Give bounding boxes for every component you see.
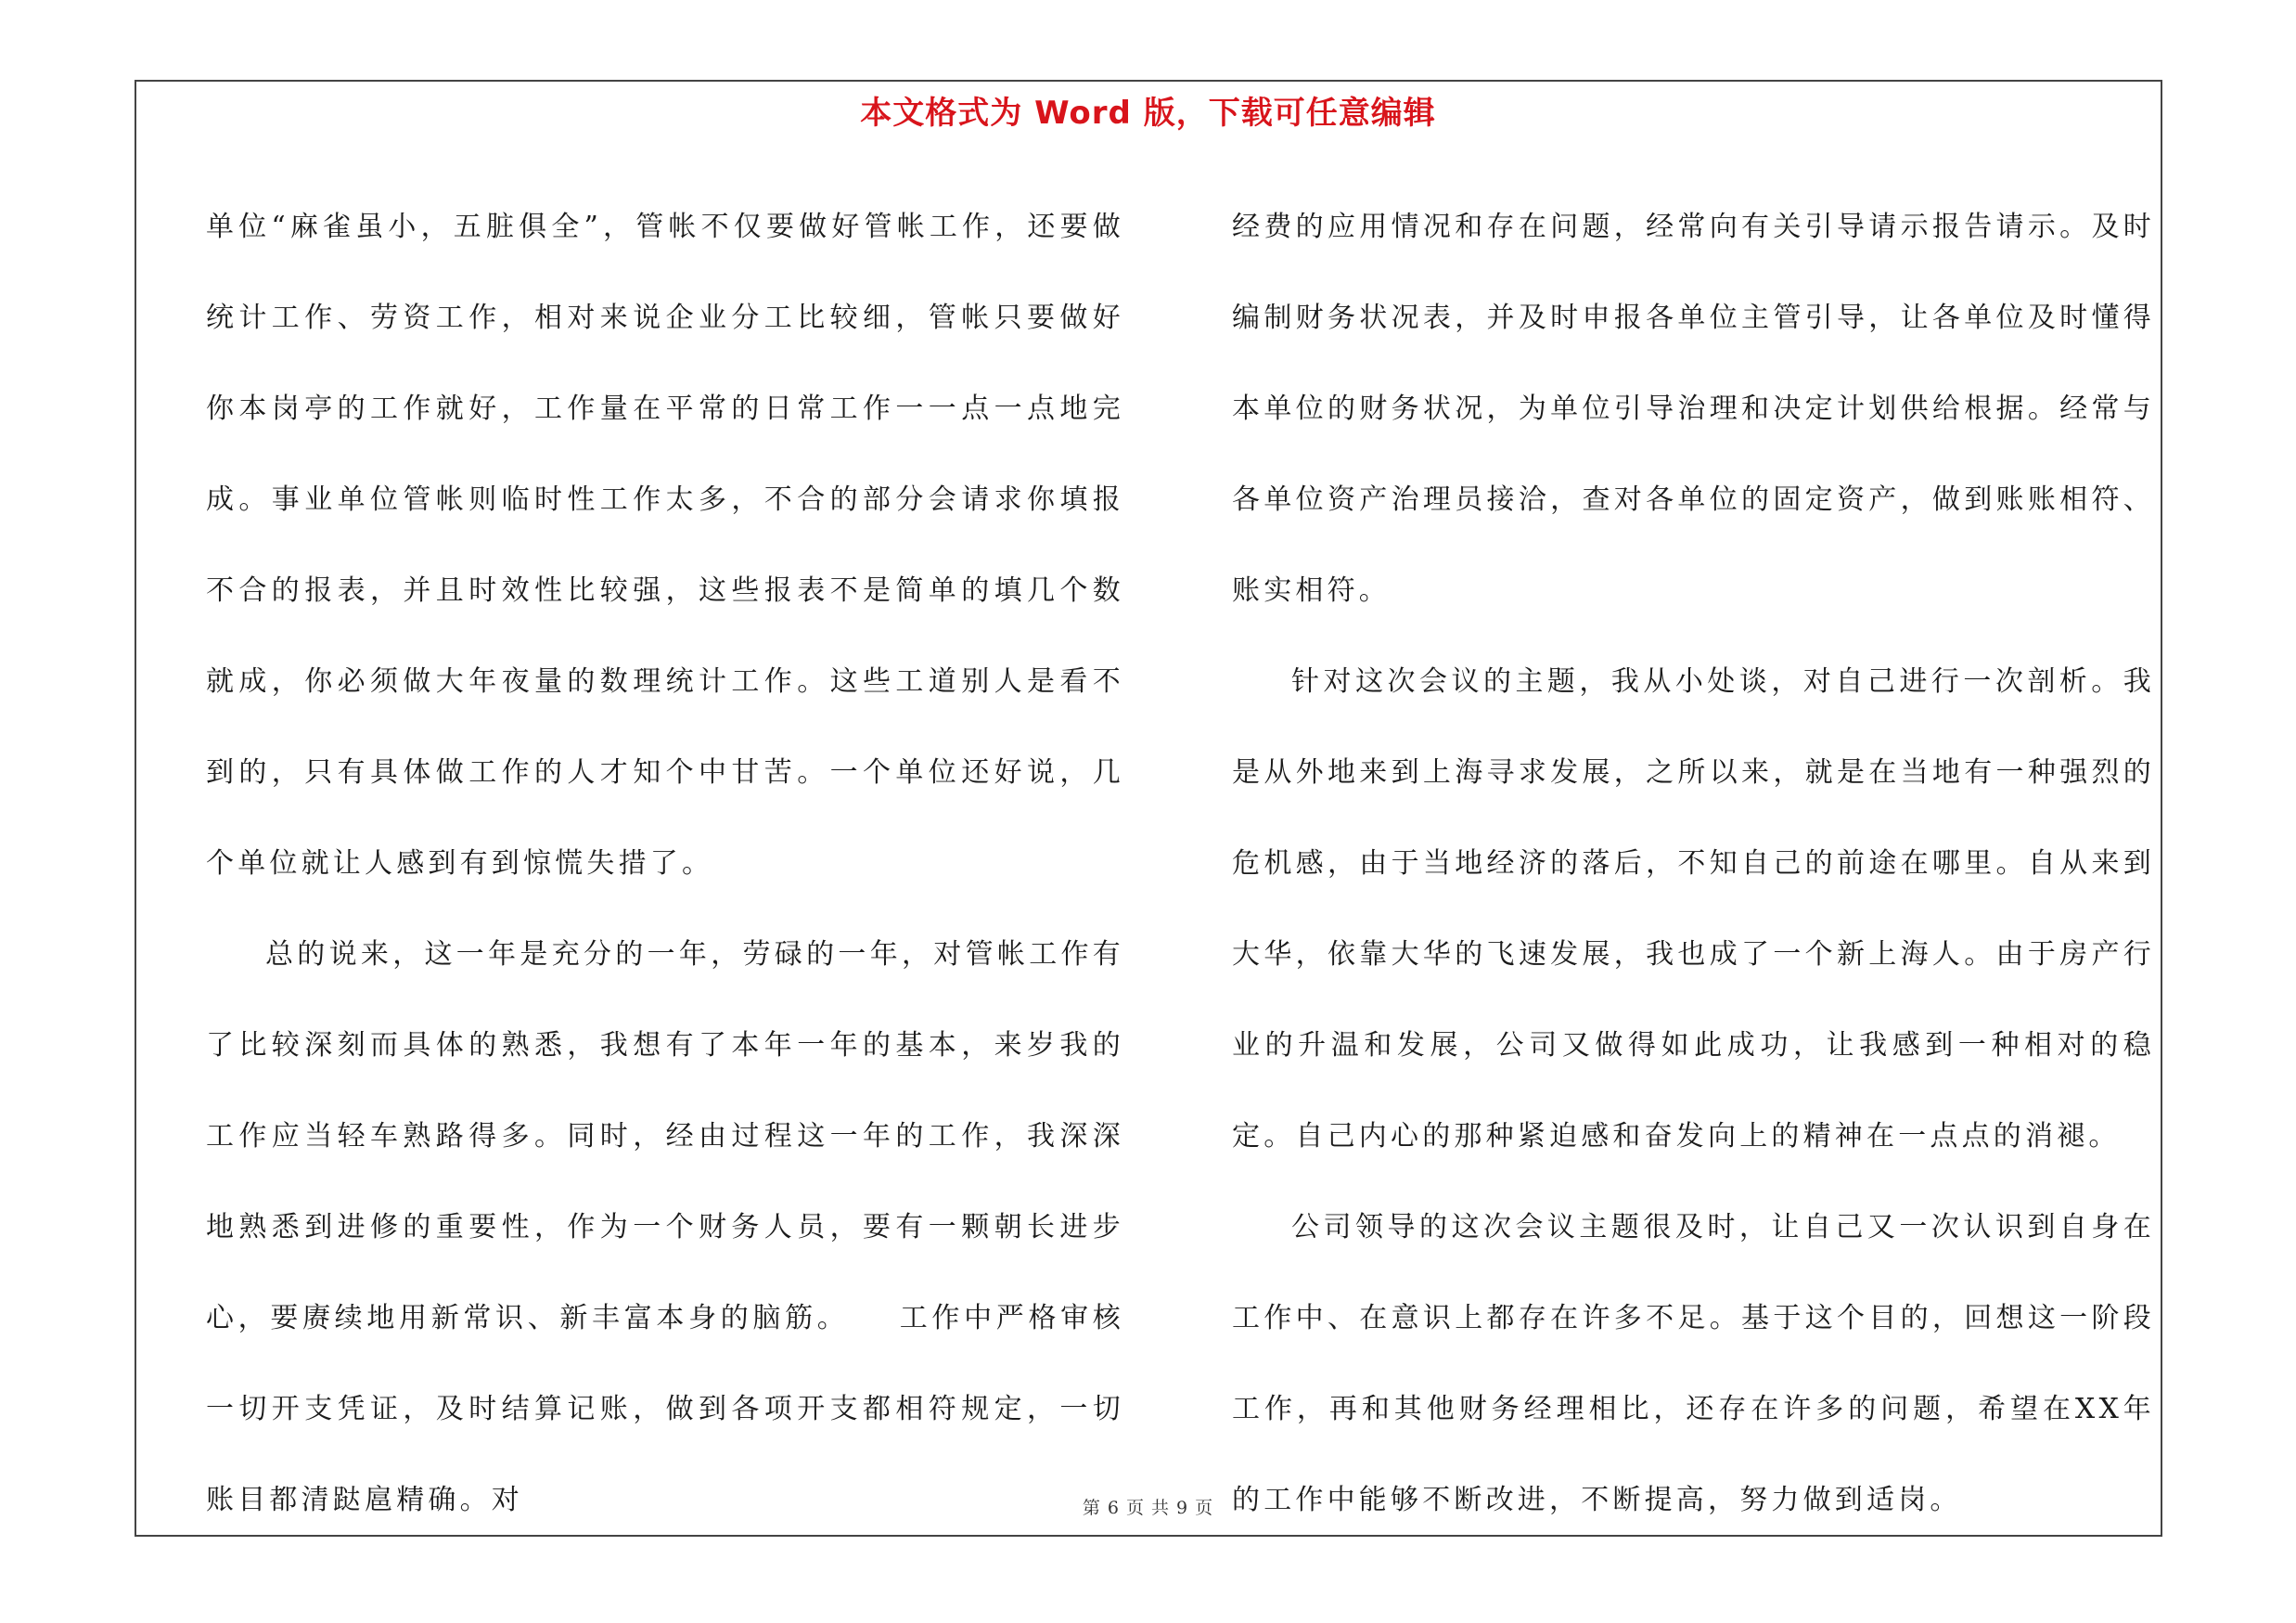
left-paragraph-2: 总的说来，这一年是充分的一年，劳碌的一年，对管帐工作有了比较深刻而具体的熟悉，我想有了本年一年的基本，来岁我的工作应当轻车熟路得多。同时，经由过程这一年的工作，我深深地熟悉到进修的重要性，作为一个财务人员，要有一颗朝长进步心，要赓续地用新常识、新丰富本身的脑筋。 工作中严格审核一切开支凭证，及时结算记账，做到各项开支都相符规定，一切账目都清跶扈精确。对 — [206, 938, 1124, 1516]
header-banner: 本文格式为 Word 版，下载可任意编辑 — [860, 95, 1436, 132]
right-paragraph-1: 经费的应用情况和存在问题，经常向有关引导请示报告请示。及时编制财务状况表，并及时申报各单位主管引导，让各单位及时懂得本单位的财务状况，为单位引导治理和决定计划供给根据。经常与各单位资产治理员接洽，查对各单位的固定资产，做到账账相符、账实相符。 — [1232, 211, 2155, 607]
right-column — [1232, 182, 2155, 1546]
right-paragraph-3: 公司领导的这次会议主题很及时，让自己又一次认识到自身在工作中、在意识上都存在许多不足。基于这个目的，回想这一阶段工作，再和其他财务经理相比，还存在许多的问题，希望在XX年的工作中能够不断改进，不断提高，努力做到适岗。 — [1232, 1211, 2155, 1516]
right-paragraph-2: 针对这次会议的主题，我从小处谈，对自己进行一次剖析。我是从外地来到上海寻求发展，之所以来，就是在当地有一种强烈的危机感，由于当地经济的落后，不知自己的前途在哪里。自从来到大华，依靠大华的飞速发展，我也成了一个新上海人。由于房产行业的升温和发展，公司又做得如此成功，让我感到一种相对的稳定。自己内心的那种紧迫感和奋发向上的精神在一点点的消褪。 — [1232, 665, 2155, 1153]
page-number: 第 6 页 共 9 页 — [1082, 1498, 1214, 1518]
left-paragraph-1: 单位“麻雀虽小，五脏俱全”，管帐不仅要做好管帐工作，还要做统计工作、劳资工作，相对来说企业分工比较细，管帐只要做好你本岗亭的工作就好，工作量在平常的日常工作一一点一点地完成。事业单位管帐则临时性工作太多，不合的部分会请求你填报不合的报表，并且时效性比较强，这些报表不是简单的填几个数就成，你必须做大年夜量的数理统计工作。这些工道别人是看不到的，只有具体做工作的人才知个中甘苦。一个单位还好说，几个单位就让人感到有到惊慌失措了。 — [206, 211, 1124, 880]
left-column — [206, 182, 1124, 1546]
